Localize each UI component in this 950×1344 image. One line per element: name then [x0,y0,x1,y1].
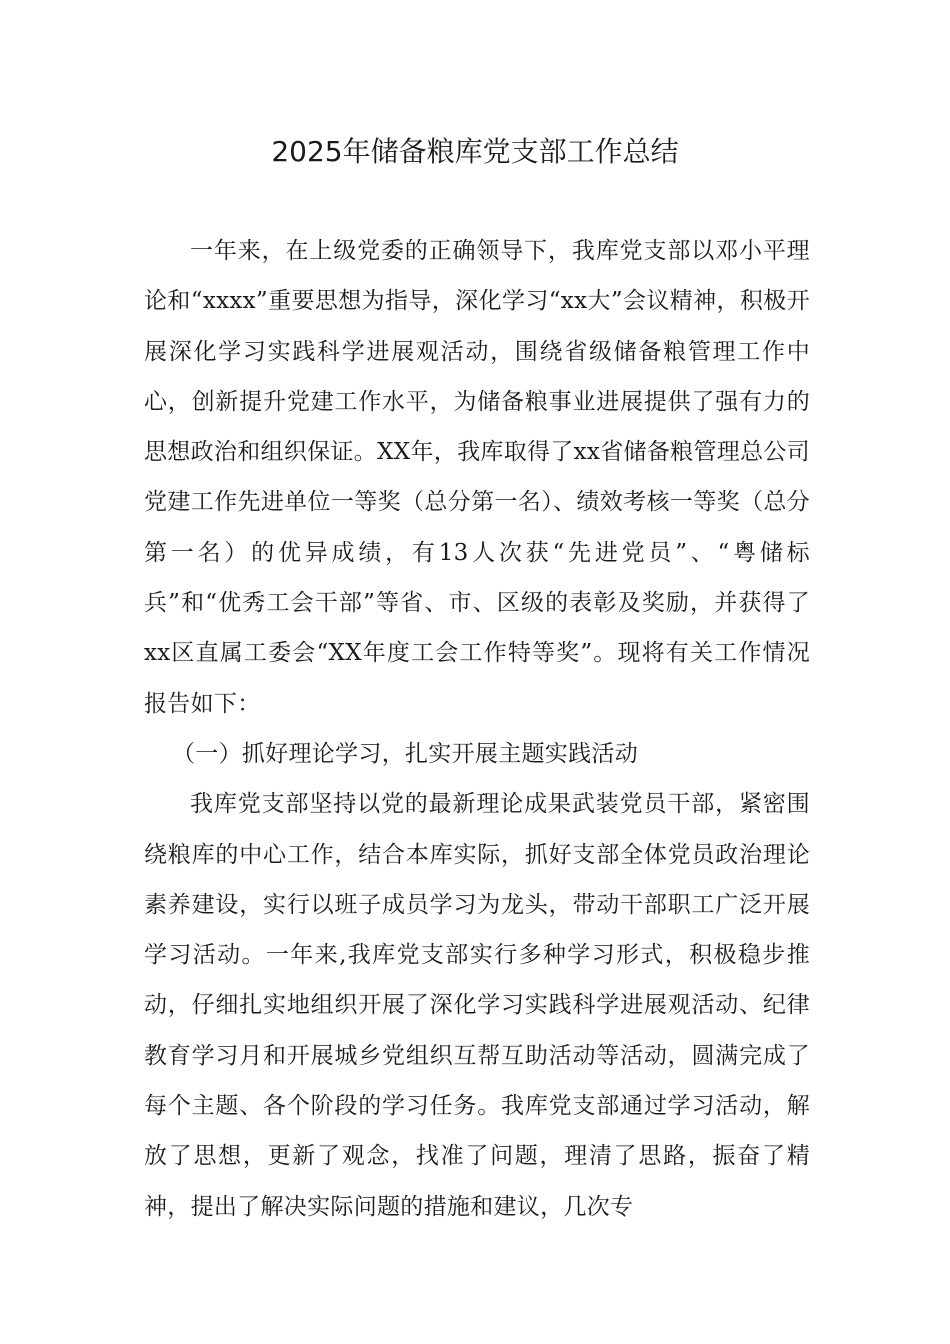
section-heading: （一）抓好理论学习，扎实开展主题实践活动 [172,740,638,767]
document-body [144,226,810,1232]
intro-paragraph: 一年来，在上级党委的正确领导下，我库党支部以邓小平理论和“xxxx”重要思想为指导，深化学习“xx大”会议精神，积极开展深化学习实践科学进展观活动，围绕省级储备粮管理工作中心，创新提升党建工作水平，为储备粮事业进展提供了强有力的思想政治和组织保证。XX年，我库取得了xx省储备粮管理总公司党建工作先进单位一等奖（总分第一名）、绩效考核一等奖（总分第一名）的优异成绩，有13人次获“先进党员”、“粤储标兵”和“优秀工会干部”等省、市、区级的表彰及奖励，并获得了xx区直属工委会“XX年度工会工作特等奖”。现将有关工作情况报告如下： [144,238,810,717]
section-paragraph: 我库党支部坚持以党的最新理论成果武装党员干部，紧密围绕粮库的中心工作，结合本库实际，抓好支部全体党员政治理论素养建设，实行以班子成员学习为龙头，带动干部职工广泛开展学习活动。一年来,我库党支部实行多种学习形式，积极稳步推动，仔细扎实地组织开展了深化学习实践科学进展观活动、纪律教育学习月和开展城乡党组织互帮互助活动等活动，圆满完成了每个主题、各个阶段的学习任务。我库党支部通过学习活动，解放了思想，更新了观念，找准了问题，理清了思路，振奋了精神，提出了解决实际问题的措施和建议，几次专 [144,791,810,1220]
document-title: 2025年储备粮库党支部工作总结 [271,135,679,168]
